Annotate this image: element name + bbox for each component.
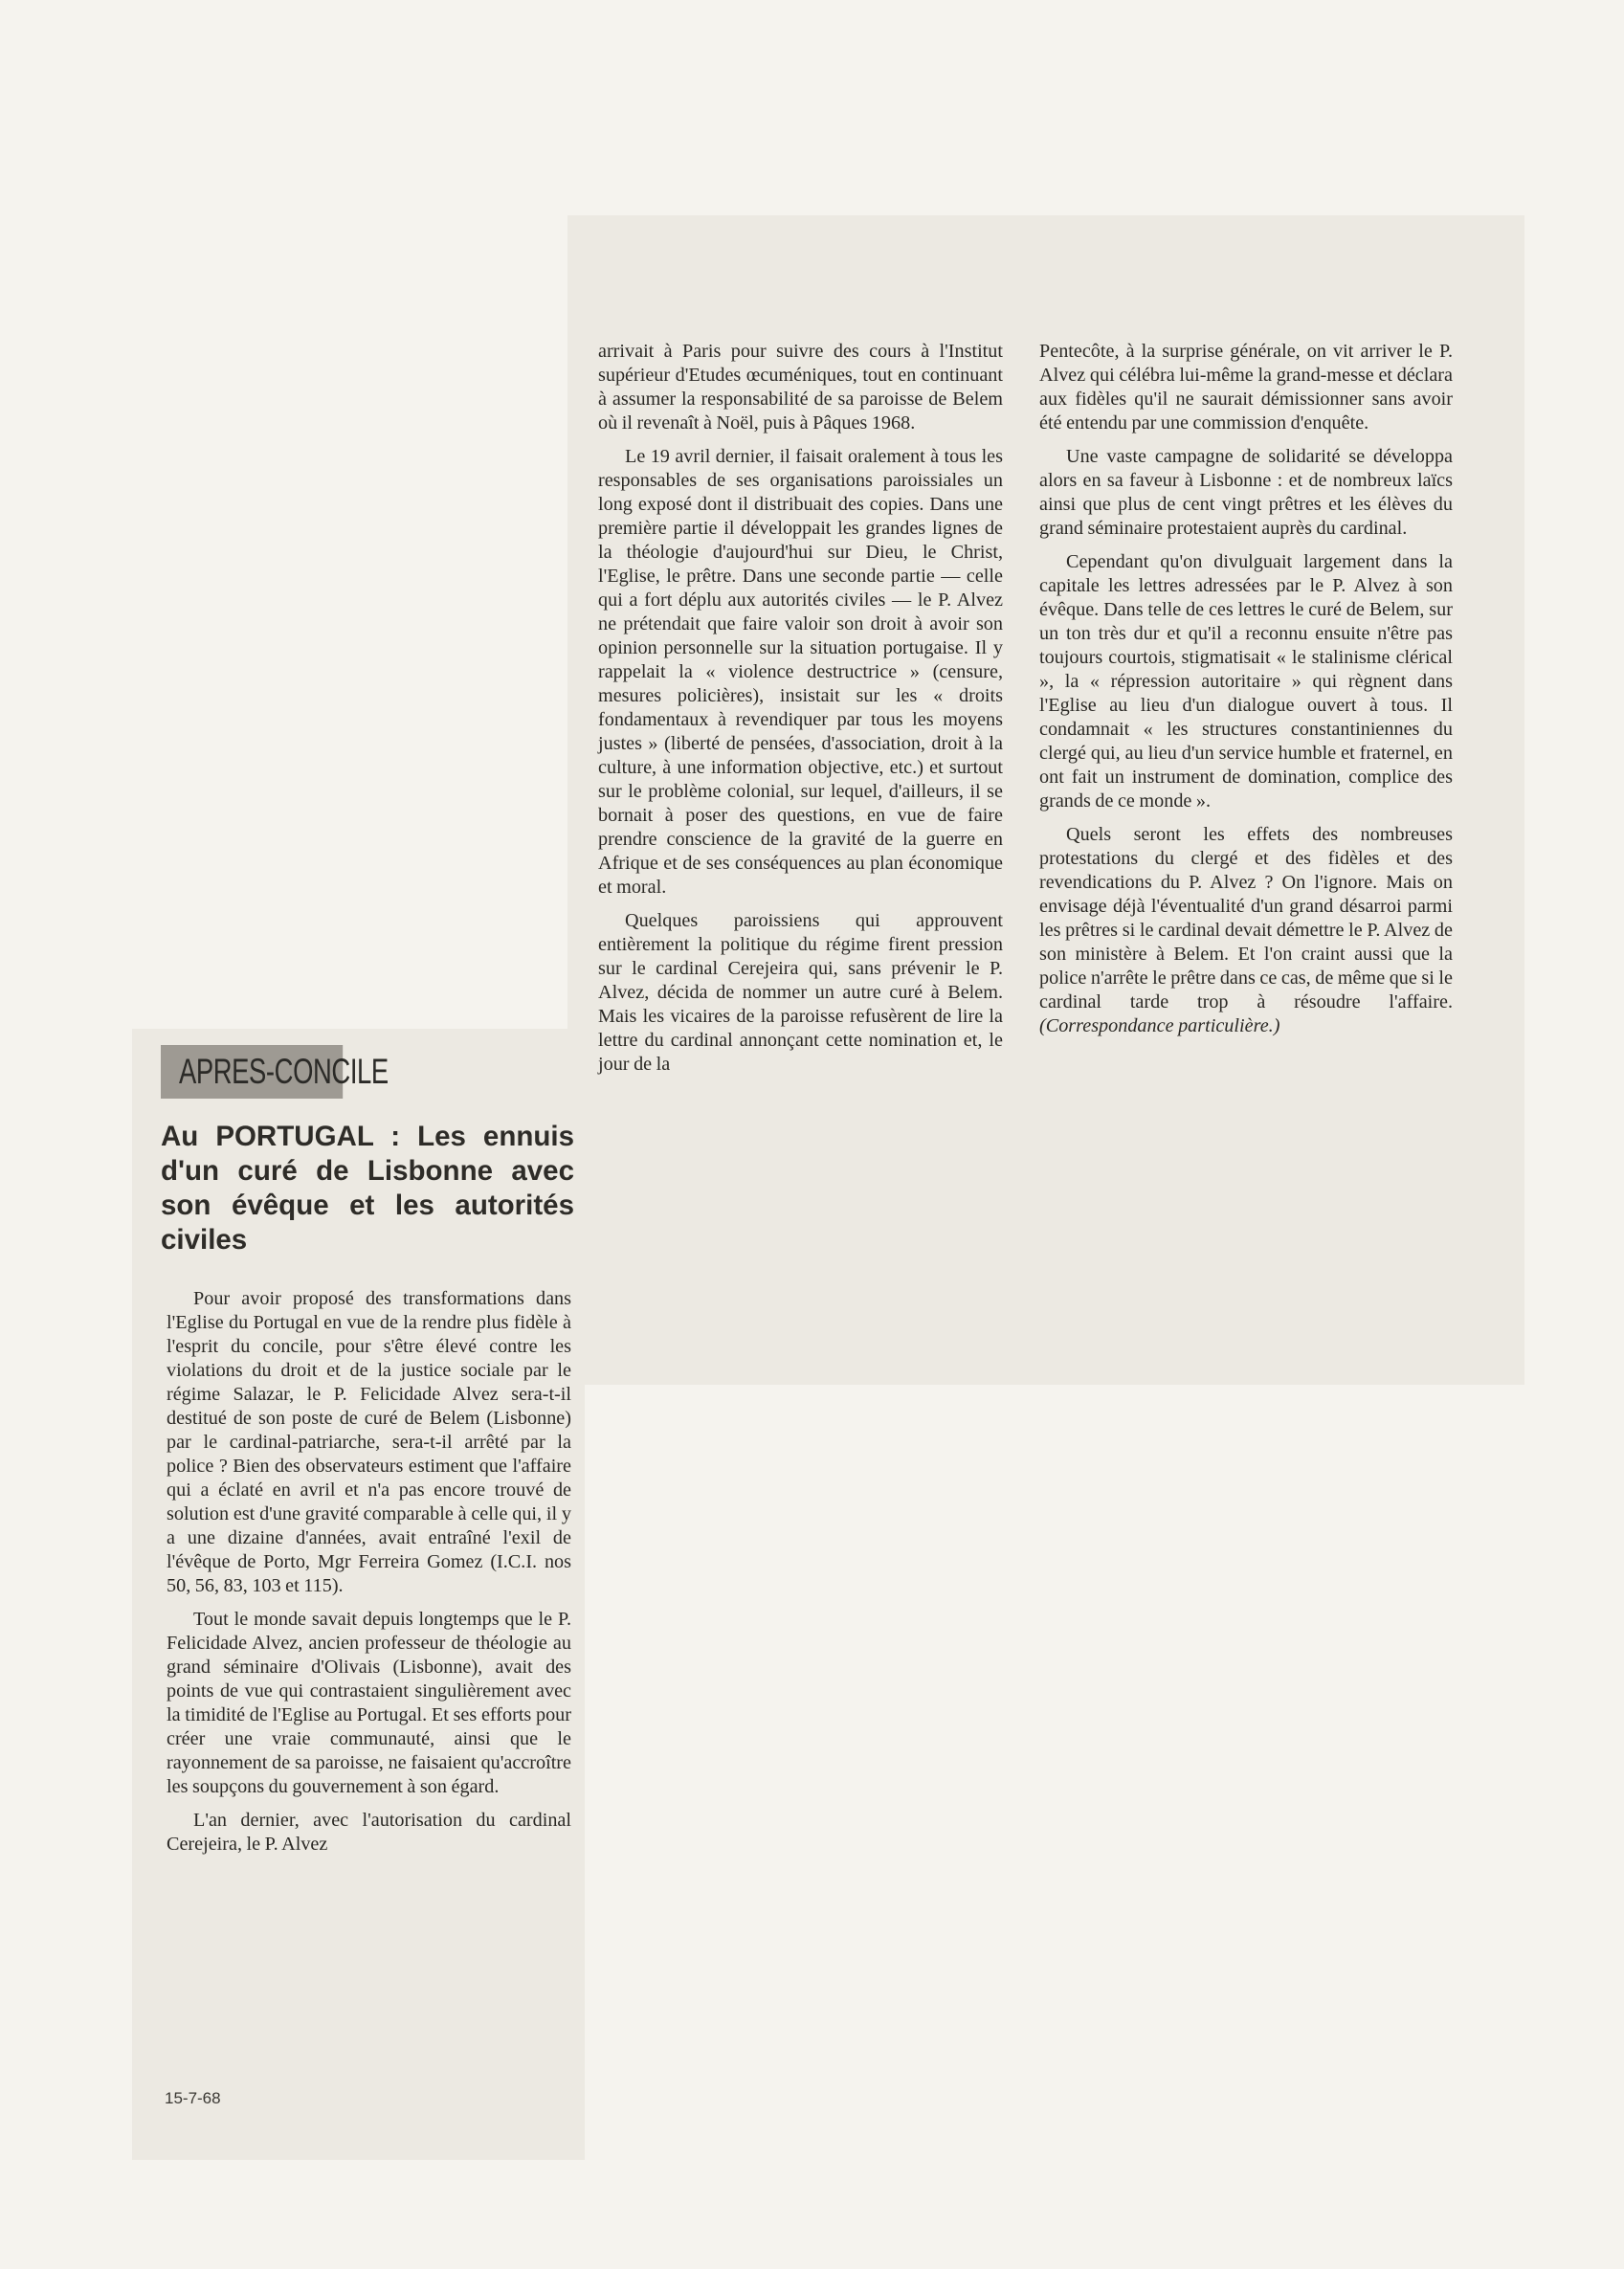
article-headline: Au PORTUGAL : Les ennuis d'un curé de Lisbonne avec son évêque et les autorités civiles <box>161 1121 574 1256</box>
signature: (Correspondance particulière.) <box>1039 1015 1280 1036</box>
paragraph: Pour avoir proposé des transformations dans l'Eglise du Portugal en vue de la rendre plus fidèle à l'esprit du concile, pour s'être élevé contre les violations du droit et de la justice sociale par le régime Salazar, le P. Felicidade Alvez sera-t-il destitué de son poste de curé de Belem (Lisbonne) par le cardinal-patriarche, sera-t-il arrêté par la police ? Bien des observateurs estiment que l'affaire qui a éclaté en avril et n'a pas encore trouvé de solution est d'une gravité comparable à celle qui, il y a une dizaine d'années, avait entraîné l'exil de l'évêque de Porto, Mgr Ferreira Gomez (I.C.I. nos 50, 56, 83, 103 et 115). <box>167 1288 571 1596</box>
article-column-right <box>1039 340 1453 1048</box>
paragraph: Cependant qu'on divulguait largement dans la capitale les lettres adressées par le P. Alvez à son évêque. Dans telle de ces lettres le curé de Belem, sur un ton très dur et qu'il a reconnu ensuite n'être pas toujours courtois, stigmatisait « le stalinisme clérical », la « répression autoritaire » qui règnent dans l'Eglise au lieu d'un dialogue ouvert à tous. Il condamnait « les structures constantiniennes du clergé qui, au lieu d'un service humble et fraternel, en ont fait un instrument de domination, complice des grands de ce monde ». <box>1039 551 1453 812</box>
paragraph: Pentecôte, à la surprise générale, on vit arriver le P. Alvez qui célébra lui-même la grand-messe et déclara aux fidèles qu'il ne saurait démissionner sans avoir été entendu par une commission d'enquête. <box>1039 341 1453 434</box>
paragraph: arrivait à Paris pour suivre des cours à l'Institut supérieur d'Etudes œcuméniques, tout en continuant à assumer la responsabilité de sa paroisse de Belem où il revenaît à Noël, puis à Pâques 1968. <box>598 341 1003 434</box>
paragraph: Une vaste campagne de solidarité se développa alors en sa faveur à Lisbonne : et de nombreux laïcs ainsi que plus de cent vingt prêtres et les élèves du grand séminaire protestaient auprès du cardinal. <box>1039 446 1453 539</box>
clipping-date: 15-7-68 <box>165 2089 221 2107</box>
paragraph-text: Quels seront les effets des nombreuses protestations du clergé et des fidèles et des revendications du P. Alvez ? On l'ignore. Mais on envisage déjà l'éventualité d'un grand désarroi parmi les prêtres si le cardinal devait démettre le P. Alvez de son ministère à Belem. Et l'on craint aussi que la police n'arrête le prêtre dans ce cas, de même que si le cardinal tarde trop à résoudre l'affaire. <box>1039 824 1453 1012</box>
paragraph: Tout le monde savait depuis longtemps que le P. Felicidade Alvez, ancien professeur de théologie au grand séminaire d'Olivais (Lisbonne), avait des points de vue qui contrastaient singulièrement avec la timidité de l'Eglise au Portugal. Et ses efforts pour créer une vraie communauté, ainsi que le rayonnement de sa paroisse, ne faisaient qu'accroître les soupçons du gouvernement à son égard. <box>167 1609 571 1797</box>
section-rubric: APRES-CONCILE <box>161 1045 343 1099</box>
paragraph: L'an dernier, avec l'autorisation du cardinal Cerejeira, le P. Alvez <box>167 1810 571 1855</box>
paragraph-final <box>1039 823 1453 1038</box>
article-column-middle <box>598 340 1003 1086</box>
paragraph: Le 19 avril dernier, il faisait oralement à tous les responsables de ses organisations paroissiales un long exposé dont il distribuait des copies. Dans une première partie il développait les grandes lignes de la théologie d'aujourd'hui sur Dieu, le Christ, l'Eglise, le prêtre. Dans une seconde partie — celle qui a fort déplu aux autorités civiles — le P. Alvez ne prétendait que faire valoir son droit à avoir son opinion personnelle sur la situation portugaise. Il y rappelait la « violence destructrice » (censure, mesures policières), insistait sur les « droits fondamentaux à revendiquer par tous les moyens justes » (liberté de pensées, d'association, droit à la culture, à une information objective, etc.) et surtout sur le problème colonial, sur lequel, d'ailleurs, il se bornait à poser des questions, en vue de faire prendre conscience de la gravité de la guerre en Afrique et de ses conséquences au plan économique et moral. <box>598 446 1003 898</box>
paragraph: Quelques paroissiens qui approuvent entièrement la politique du régime firent pression sur le cardinal Cerejeira qui, sans prévenir le P. Alvez, décida de nommer un autre curé à Belem. Mais les vicaires de la paroisse refusèrent de lire la lettre du cardinal annonçant cette nomination et, le jour de la <box>598 910 1003 1075</box>
article-column-left <box>167 1287 571 1866</box>
